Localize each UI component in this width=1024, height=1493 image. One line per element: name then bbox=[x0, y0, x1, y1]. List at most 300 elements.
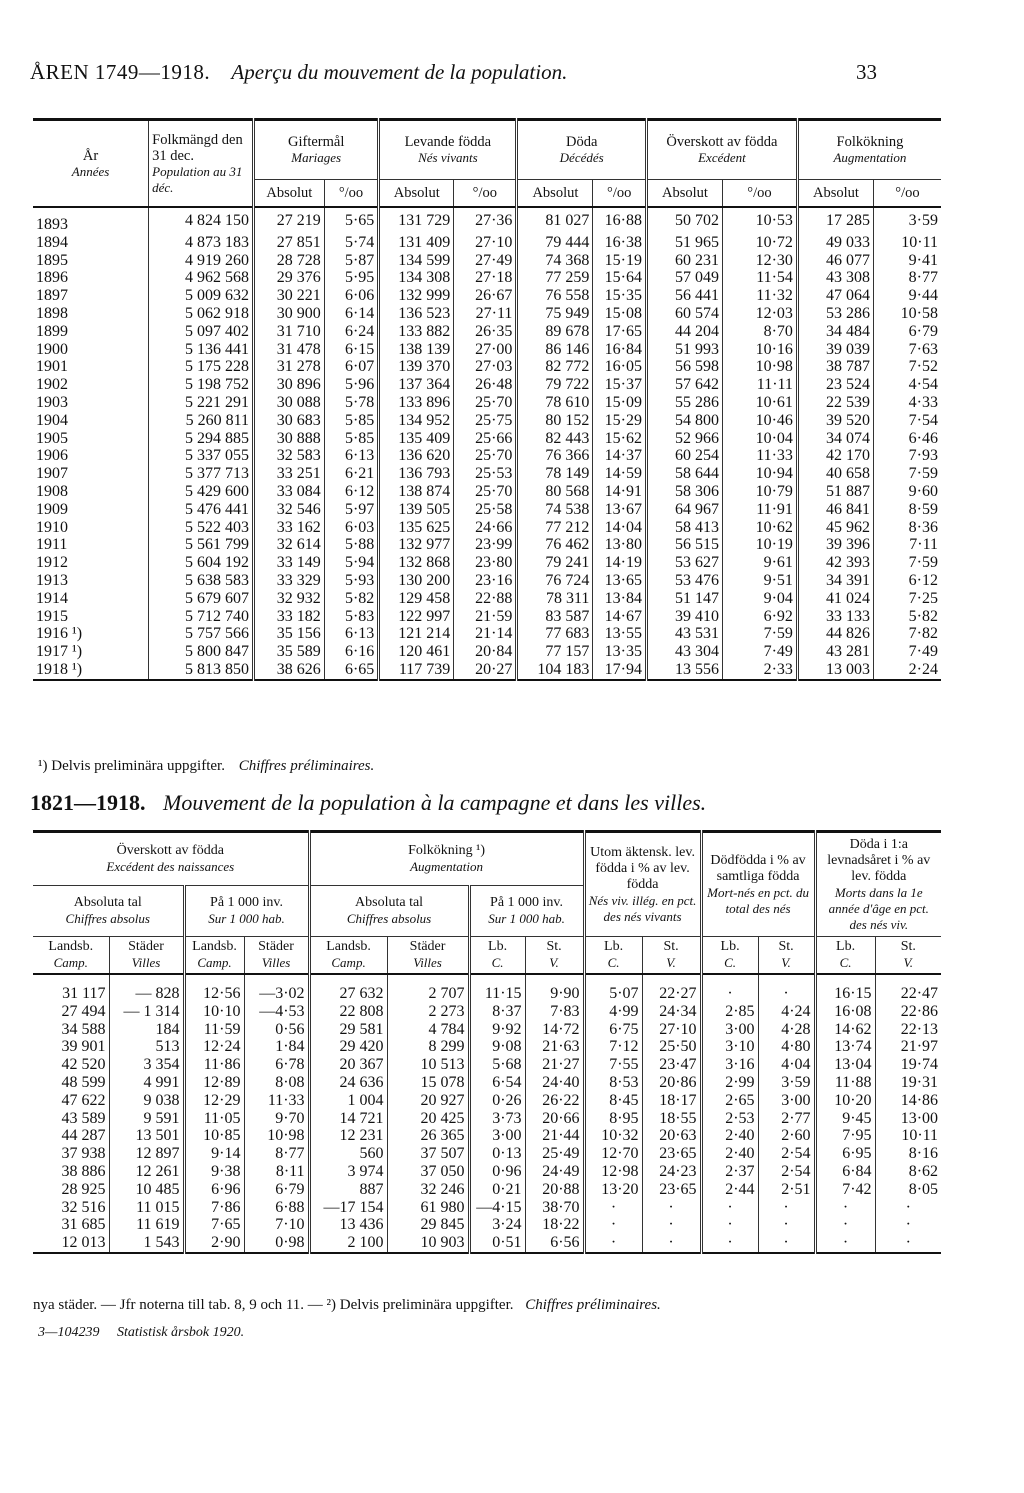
table-row bbox=[33, 519, 941, 537]
sub-abs: Absolut bbox=[797, 180, 873, 208]
h-st-label: St. bbox=[546, 939, 562, 954]
value-cell: 9 038 bbox=[109, 1092, 184, 1110]
col-year-label: År bbox=[82, 147, 99, 164]
year-cell: 1917 ¹) bbox=[36, 643, 83, 661]
h-stader-label: Städer bbox=[128, 939, 164, 954]
h-abs-label: Absoluta tal bbox=[355, 895, 424, 910]
value-cell: 49 033 bbox=[797, 234, 873, 252]
h-excess-per1000 bbox=[184, 886, 309, 937]
value-cell: 11·91 bbox=[722, 501, 797, 519]
value-cell: 8·05 bbox=[875, 1181, 941, 1199]
value-cell: 12·30 bbox=[722, 252, 797, 270]
value-cell: 5·93 bbox=[324, 572, 379, 590]
value-cell: 42 170 bbox=[797, 447, 873, 465]
value-cell: 27·03 bbox=[454, 358, 517, 376]
value-cell: 6·96 bbox=[184, 1181, 244, 1199]
value-cell: 25·66 bbox=[454, 430, 517, 448]
h-st-label: St. bbox=[663, 939, 679, 954]
col-year-label-fr: Années bbox=[71, 163, 110, 179]
value-cell: 43 308 bbox=[797, 269, 873, 287]
h-st bbox=[642, 937, 701, 975]
value-cell: 30 683 bbox=[254, 412, 325, 430]
value-cell: 15·62 bbox=[593, 430, 647, 448]
value-cell: 17 285 bbox=[797, 207, 873, 234]
h-increase-label-fr: Augmentation bbox=[410, 859, 484, 874]
value-cell: 0·98 bbox=[244, 1234, 309, 1253]
value-cell: 2·85 bbox=[701, 1003, 758, 1021]
value-cell: 79 241 bbox=[517, 554, 593, 572]
value-cell: 4·04 bbox=[758, 1056, 815, 1074]
value-cell: 5·94 bbox=[324, 554, 379, 572]
value-cell: 5 175 228 bbox=[149, 358, 254, 376]
page-number: 33 bbox=[856, 60, 877, 84]
value-cell: 138 874 bbox=[379, 483, 454, 501]
value-cell: 20 927 bbox=[387, 1092, 469, 1110]
value-cell: · bbox=[642, 1216, 701, 1234]
value-cell: 5 561 799 bbox=[149, 536, 254, 554]
value-cell: 10 903 bbox=[387, 1234, 469, 1253]
value-cell: 37 050 bbox=[387, 1163, 469, 1181]
value-cell: 29 420 bbox=[309, 1038, 387, 1056]
value-cell: 3·16 bbox=[701, 1056, 758, 1074]
value-cell: 10·98 bbox=[722, 358, 797, 376]
value-cell: 10·53 bbox=[722, 207, 797, 234]
value-cell: 12·24 bbox=[184, 1038, 244, 1056]
col-births-header bbox=[379, 120, 517, 180]
col-deaths-label-fr: Décédés bbox=[559, 150, 604, 165]
value-cell: 2·40 bbox=[701, 1145, 758, 1163]
value-cell: 6·54 bbox=[469, 1074, 525, 1092]
value-cell: 5 429 600 bbox=[149, 483, 254, 501]
value-cell: 5·83 bbox=[324, 608, 379, 626]
h-stader-label: Städer bbox=[409, 939, 446, 954]
h-camp-label: Camp. bbox=[197, 955, 232, 970]
value-cell: 52 966 bbox=[646, 430, 722, 448]
value-cell: 12·56 bbox=[184, 974, 244, 1003]
value-cell: 6·88 bbox=[244, 1199, 309, 1217]
value-cell: 2 100 bbox=[309, 1234, 387, 1253]
value-cell: 38 787 bbox=[797, 358, 873, 376]
h-landsb-label: Landsb. bbox=[326, 939, 371, 954]
value-cell: 5 009 632 bbox=[149, 287, 254, 305]
value-cell: 31 710 bbox=[254, 323, 325, 341]
value-cell: 76 724 bbox=[517, 572, 593, 590]
h-per1000-label: På 1 000 inv. bbox=[210, 895, 284, 910]
value-cell: · bbox=[758, 1234, 815, 1253]
value-cell: 6·95 bbox=[815, 1145, 875, 1163]
value-cell: · bbox=[815, 1199, 875, 1217]
value-cell: 5·85 bbox=[324, 430, 379, 448]
col-pop-label: Folkmängd den 31 dec. bbox=[152, 131, 243, 164]
value-cell: 2 707 bbox=[387, 974, 469, 1003]
value-cell: 2·40 bbox=[701, 1127, 758, 1145]
value-cell: 7·83 bbox=[525, 1003, 584, 1021]
value-cell: — 1 314 bbox=[109, 1003, 184, 1021]
value-cell: 18·55 bbox=[642, 1110, 701, 1128]
value-cell: 27·49 bbox=[454, 252, 517, 270]
value-cell: · bbox=[701, 1199, 758, 1217]
value-cell: 33 133 bbox=[797, 608, 873, 626]
value-cell: 5 604 192 bbox=[149, 554, 254, 572]
h-camp-label: Camp. bbox=[331, 955, 366, 970]
value-cell: 20·63 bbox=[642, 1127, 701, 1145]
table-row bbox=[33, 1216, 941, 1234]
value-cell: 7·86 bbox=[184, 1199, 244, 1217]
h-villes-label: Villes bbox=[413, 955, 442, 970]
value-cell: 24·40 bbox=[525, 1074, 584, 1092]
value-cell: 3·73 bbox=[469, 1110, 525, 1128]
h-v-label: V. bbox=[666, 955, 676, 970]
value-cell: 21·44 bbox=[525, 1127, 584, 1145]
value-cell: 26·22 bbox=[525, 1092, 584, 1110]
value-cell: 104 183 bbox=[517, 661, 593, 680]
value-cell: 6·84 bbox=[815, 1163, 875, 1181]
value-cell: 35 589 bbox=[254, 643, 325, 661]
value-cell: 7·59 bbox=[873, 554, 941, 572]
bottom-note-text-fr: Chiffres préliminaires. bbox=[525, 1297, 661, 1313]
value-cell: 130 200 bbox=[379, 572, 454, 590]
value-cell: 132 977 bbox=[379, 536, 454, 554]
value-cell: · bbox=[758, 1216, 815, 1234]
value-cell: 46 841 bbox=[797, 501, 873, 519]
value-cell: 5 062 918 bbox=[149, 305, 254, 323]
value-cell: 40 658 bbox=[797, 465, 873, 483]
value-cell: 80 152 bbox=[517, 412, 593, 430]
h-still-label-fr: Mort-nés en pct. du total des nés bbox=[707, 884, 809, 916]
col-deaths-header bbox=[517, 120, 647, 180]
value-cell: 11·54 bbox=[722, 269, 797, 287]
value-cell: 12·70 bbox=[584, 1145, 642, 1163]
h-villes-label: Villes bbox=[261, 955, 291, 970]
value-cell: 57 642 bbox=[646, 376, 722, 394]
value-cell: 0·21 bbox=[469, 1181, 525, 1199]
value-cell: 56 441 bbox=[646, 287, 722, 305]
value-cell: 20 425 bbox=[387, 1110, 469, 1128]
table-row bbox=[33, 625, 941, 643]
value-cell: 15 078 bbox=[387, 1074, 469, 1092]
h-excess-label: Överskott av födda bbox=[116, 843, 224, 858]
value-cell: 38·70 bbox=[525, 1199, 584, 1217]
value-cell: 13 556 bbox=[646, 661, 722, 680]
value-cell: 39 039 bbox=[797, 341, 873, 359]
value-cell: 23·65 bbox=[642, 1145, 701, 1163]
h-st-label: St. bbox=[778, 939, 794, 954]
value-cell: 10·79 bbox=[722, 483, 797, 501]
col-increase-header bbox=[797, 120, 941, 180]
value-cell: 5 679 607 bbox=[149, 590, 254, 608]
value-cell: 9·90 bbox=[525, 974, 584, 1003]
h-stader bbox=[109, 937, 184, 975]
value-cell: 0·96 bbox=[469, 1163, 525, 1181]
footnote-text: ¹) Delvis preliminära uppgifter. bbox=[38, 758, 225, 774]
value-cell: 32 932 bbox=[254, 590, 325, 608]
value-cell: 6·79 bbox=[873, 323, 941, 341]
value-cell: 42 393 bbox=[797, 554, 873, 572]
value-cell: 7·25 bbox=[873, 590, 941, 608]
value-cell: 137 364 bbox=[379, 376, 454, 394]
value-cell: 129 458 bbox=[379, 590, 454, 608]
table-row bbox=[33, 501, 941, 519]
col-deaths-label: Döda bbox=[565, 134, 598, 150]
value-cell: 12 013 bbox=[61, 1234, 106, 1252]
value-cell: 6·03 bbox=[324, 519, 379, 537]
table-row bbox=[33, 661, 941, 680]
table-row bbox=[33, 483, 941, 501]
value-cell: 27 219 bbox=[254, 207, 325, 234]
table-row bbox=[33, 1038, 941, 1056]
value-cell: 24·34 bbox=[642, 1003, 701, 1021]
value-cell: 14·59 bbox=[593, 465, 647, 483]
value-cell: 121 214 bbox=[379, 625, 454, 643]
value-cell: 25·49 bbox=[525, 1145, 584, 1163]
value-cell: 5 638 583 bbox=[149, 572, 254, 590]
value-cell: 27·10 bbox=[642, 1021, 701, 1039]
value-cell: 56 515 bbox=[646, 536, 722, 554]
value-cell: 86 146 bbox=[517, 341, 593, 359]
value-cell: 5 097 402 bbox=[149, 323, 254, 341]
value-cell: 32 546 bbox=[254, 501, 325, 519]
value-cell: 117 739 bbox=[379, 661, 454, 680]
col-births-label-fr: Nés vivants bbox=[418, 150, 478, 165]
value-cell: 60 231 bbox=[646, 252, 722, 270]
value-cell: 13·74 bbox=[815, 1038, 875, 1056]
population-table-body bbox=[33, 207, 941, 680]
h-still-label: Dödfödda i % av samtliga födda bbox=[710, 852, 806, 884]
value-cell: 43 531 bbox=[646, 625, 722, 643]
h-increase-abs bbox=[309, 886, 469, 937]
value-cell: 57 049 bbox=[646, 269, 722, 287]
value-cell: 13 003 bbox=[797, 661, 873, 680]
value-cell: 21·97 bbox=[875, 1038, 941, 1056]
year-cell: 1907 bbox=[36, 465, 68, 483]
table-row bbox=[33, 430, 941, 448]
value-cell: 2·90 bbox=[184, 1234, 244, 1253]
value-cell: 22·47 bbox=[875, 974, 941, 1003]
imprint-text: Statistisk årsbok 1920. bbox=[116, 1325, 245, 1340]
table-row bbox=[33, 643, 941, 661]
value-cell: 12·29 bbox=[184, 1092, 244, 1110]
h-abs-label-fr: Chiffres absolus bbox=[65, 911, 150, 926]
value-cell: · bbox=[584, 1216, 642, 1234]
h-lb bbox=[815, 937, 875, 975]
value-cell: 26·35 bbox=[454, 323, 517, 341]
table-row bbox=[33, 590, 941, 608]
col-marriages-label: Giftermål bbox=[287, 134, 345, 150]
value-cell: 6·15 bbox=[324, 341, 379, 359]
value-cell: 12 261 bbox=[109, 1163, 184, 1181]
value-cell: 3·24 bbox=[469, 1216, 525, 1234]
value-cell: 25·70 bbox=[454, 394, 517, 412]
value-cell: 13 501 bbox=[109, 1127, 184, 1145]
h-landsb-label: Landsb. bbox=[48, 939, 94, 954]
value-cell: 5 136 441 bbox=[149, 341, 254, 359]
header-years: ÅREN 1749—1918. bbox=[30, 60, 211, 84]
value-cell: 44 287 bbox=[61, 1127, 106, 1145]
value-cell: 21·63 bbox=[525, 1038, 584, 1056]
value-cell: 17·94 bbox=[593, 661, 647, 680]
value-cell: 33 182 bbox=[254, 608, 325, 626]
value-cell: 44 826 bbox=[797, 625, 873, 643]
value-cell: 31 117 bbox=[62, 985, 106, 1002]
value-cell: 9·08 bbox=[469, 1038, 525, 1056]
value-cell: 20·27 bbox=[454, 661, 517, 680]
h-per1000-label: På 1 000 inv. bbox=[490, 895, 564, 910]
value-cell: 6·24 bbox=[324, 323, 379, 341]
value-cell: 5 260 811 bbox=[149, 412, 254, 430]
value-cell: 6·07 bbox=[324, 358, 379, 376]
value-cell: 2·77 bbox=[758, 1110, 815, 1128]
value-cell: 8 299 bbox=[387, 1038, 469, 1056]
table-row bbox=[33, 554, 941, 572]
table-row bbox=[33, 1092, 941, 1110]
value-cell: 3·59 bbox=[758, 1074, 815, 1092]
value-cell: 6·21 bbox=[324, 465, 379, 483]
value-cell: 13·65 bbox=[593, 572, 647, 590]
value-cell: 7·59 bbox=[722, 625, 797, 643]
value-cell: 19·31 bbox=[875, 1074, 941, 1092]
value-cell: 6·56 bbox=[525, 1234, 584, 1253]
col-excess-label-fr: Excédent bbox=[698, 150, 746, 165]
value-cell: 4·80 bbox=[758, 1038, 815, 1056]
value-cell: 27·00 bbox=[454, 341, 517, 359]
value-cell: 5·97 bbox=[324, 501, 379, 519]
value-cell: 6·13 bbox=[324, 447, 379, 465]
value-cell: 4 991 bbox=[109, 1074, 184, 1092]
value-cell: —17 154 bbox=[309, 1199, 387, 1217]
value-cell: 4 962 568 bbox=[149, 269, 254, 287]
value-cell: 6·78 bbox=[244, 1056, 309, 1074]
value-cell: 25·58 bbox=[454, 501, 517, 519]
value-cell: 2·44 bbox=[701, 1181, 758, 1199]
h-increase-per1000 bbox=[469, 886, 584, 937]
section-title bbox=[30, 790, 706, 816]
h-per1000-label-fr: Sur 1 000 hab. bbox=[208, 911, 285, 926]
value-cell: 77 683 bbox=[517, 625, 593, 643]
bottom-note-text: nya städer. — Jfr noterna till tab. 8, 9 och 11. — ²) Delvis preliminära uppgifter. bbox=[33, 1297, 514, 1313]
year-cell: 1899 bbox=[36, 322, 68, 340]
value-cell: 136 620 bbox=[379, 447, 454, 465]
col-increase-label-fr: Augmentation bbox=[833, 150, 907, 165]
table-row bbox=[33, 1145, 941, 1163]
value-cell: 31 478 bbox=[254, 341, 325, 359]
value-cell: 55 286 bbox=[646, 394, 722, 412]
value-cell: 2·65 bbox=[701, 1092, 758, 1110]
value-cell: 80 568 bbox=[517, 483, 593, 501]
value-cell: 131 409 bbox=[379, 234, 454, 252]
h-landsb bbox=[33, 937, 109, 975]
value-cell: 9·60 bbox=[873, 483, 941, 501]
value-cell: 7·52 bbox=[873, 358, 941, 376]
value-cell: 37 938 bbox=[61, 1145, 106, 1163]
value-cell: 74 538 bbox=[517, 501, 593, 519]
h-infant-deaths bbox=[815, 832, 941, 937]
campaign-cities-table-body bbox=[33, 974, 941, 1253]
value-cell: 2·37 bbox=[701, 1163, 758, 1181]
value-cell: 184 bbox=[109, 1021, 184, 1039]
value-cell: 60 574 bbox=[646, 305, 722, 323]
value-cell: · bbox=[875, 1234, 941, 1253]
value-cell: 51 147 bbox=[646, 590, 722, 608]
value-cell: 136 793 bbox=[379, 465, 454, 483]
value-cell: 1·84 bbox=[244, 1038, 309, 1056]
table-row bbox=[33, 269, 941, 287]
value-cell: 9·41 bbox=[873, 252, 941, 270]
value-cell: · bbox=[584, 1234, 642, 1253]
value-cell: 47 622 bbox=[61, 1091, 106, 1109]
h-st bbox=[875, 937, 941, 975]
value-cell: 2·99 bbox=[701, 1074, 758, 1092]
value-cell: 75 949 bbox=[517, 305, 593, 323]
value-cell: 34 074 bbox=[797, 430, 873, 448]
value-cell: 13·67 bbox=[593, 501, 647, 519]
table-row bbox=[33, 1234, 941, 1253]
sub-abs: Absolut bbox=[254, 180, 325, 208]
value-cell: 61 980 bbox=[387, 1199, 469, 1217]
value-cell: 45 962 bbox=[797, 519, 873, 537]
value-cell: 6·13 bbox=[324, 625, 379, 643]
value-cell: 5 476 441 bbox=[149, 501, 254, 519]
value-cell: 21·27 bbox=[525, 1056, 584, 1074]
year-cell: 1901 bbox=[36, 358, 68, 376]
value-cell: 10 513 bbox=[387, 1056, 469, 1074]
value-cell: 58 413 bbox=[646, 519, 722, 537]
value-cell: 7·55 bbox=[584, 1056, 642, 1074]
h-illeg-label: Utom äktensk. lev. födda i % av lev. födda bbox=[590, 844, 695, 892]
value-cell: 6·12 bbox=[324, 483, 379, 501]
value-cell: 5·68 bbox=[469, 1056, 525, 1074]
value-cell: 78 610 bbox=[517, 394, 593, 412]
h-stader bbox=[244, 937, 309, 975]
value-cell: 5 757 566 bbox=[149, 625, 254, 643]
value-cell: 14·72 bbox=[525, 1021, 584, 1039]
value-cell: 27 632 bbox=[309, 974, 387, 1003]
h-v-label: V. bbox=[549, 955, 559, 970]
value-cell: 5·96 bbox=[324, 376, 379, 394]
h-stader bbox=[387, 937, 469, 975]
value-cell: 14·62 bbox=[815, 1021, 875, 1039]
value-cell: 133 882 bbox=[379, 323, 454, 341]
value-cell: 135 625 bbox=[379, 519, 454, 537]
value-cell: 13·04 bbox=[815, 1056, 875, 1074]
value-cell: 15·19 bbox=[593, 252, 647, 270]
year-cell: 1918 ¹) bbox=[36, 660, 83, 678]
value-cell: 11·32 bbox=[722, 287, 797, 305]
table-row bbox=[33, 974, 941, 1003]
h-excess-label-fr: Excédent des naissances bbox=[106, 859, 235, 874]
value-cell: 4·24 bbox=[758, 1003, 815, 1021]
table-row bbox=[33, 1021, 941, 1039]
sub-abs: Absolut bbox=[379, 180, 454, 208]
value-cell: 60 254 bbox=[646, 447, 722, 465]
value-cell: · bbox=[758, 974, 815, 1003]
value-cell: · bbox=[642, 1199, 701, 1217]
value-cell: 4·54 bbox=[873, 376, 941, 394]
value-cell: 5·88 bbox=[324, 536, 379, 554]
h-landsb bbox=[309, 937, 387, 975]
value-cell: 513 bbox=[109, 1038, 184, 1056]
value-cell: 2·33 bbox=[722, 661, 797, 680]
table-row bbox=[33, 1127, 941, 1145]
col-pop-label-fr: Population au 31 déc. bbox=[152, 163, 243, 195]
footnote-preliminary bbox=[38, 758, 374, 775]
value-cell: 7·82 bbox=[873, 625, 941, 643]
h-increase-label: Folkökning ¹) bbox=[408, 843, 486, 858]
value-cell: 9·51 bbox=[722, 572, 797, 590]
value-cell: 7·12 bbox=[584, 1038, 642, 1056]
value-cell: 6·75 bbox=[584, 1021, 642, 1039]
imprint bbox=[38, 1325, 244, 1341]
value-cell: 23·99 bbox=[454, 536, 517, 554]
